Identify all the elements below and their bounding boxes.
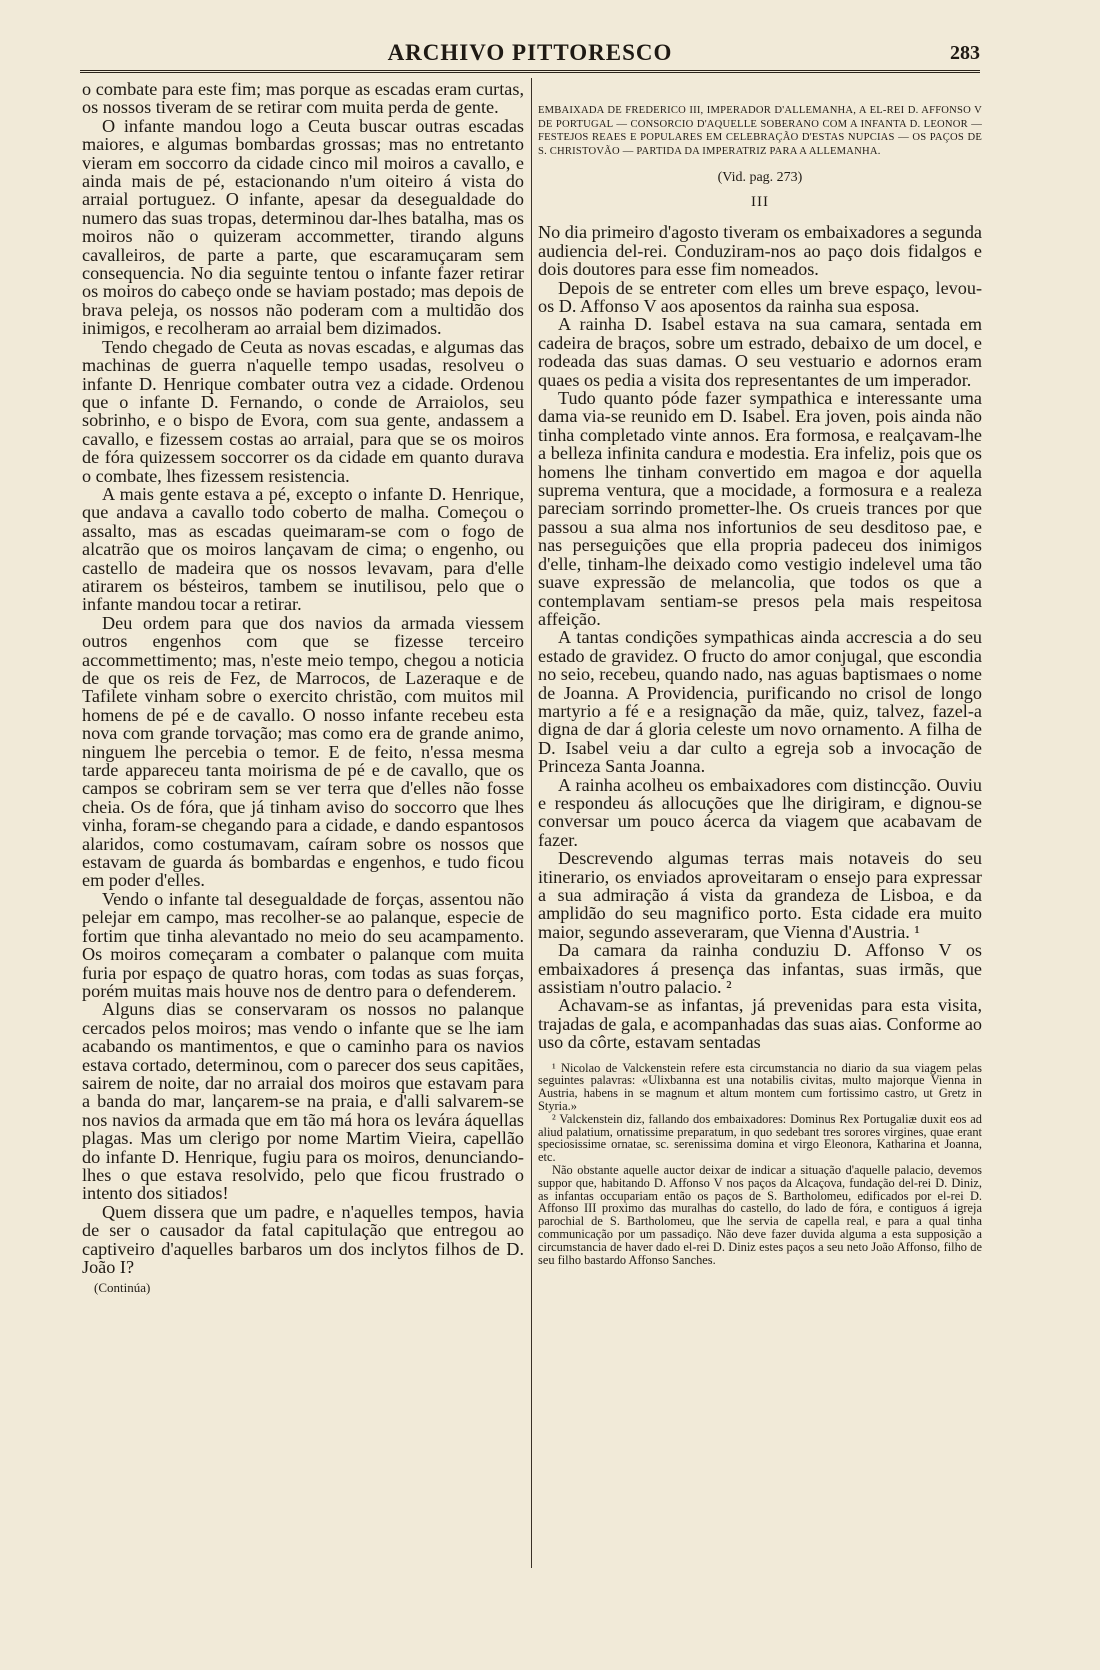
article-heading: EMBAIXADA DE FREDERICO III, IMPERADOR D'ALLEMANHA, A EL-REI D. AFFONSO V DE PORTUGAL — CONSORCIO D'AQUELLE SOBERANO COM A INFANTA D. LEONOR — FESTEJOS REAES E POPULARES EM CELEBRAÇÃO D'ESTAS NUPCIAS — OS PAÇOS DE S. CHRISTOVÃO — PARTIDA DA IMPERATRIZ PARA A ALLEMANHA. <box>538 105 982 157</box>
page-header <box>80 40 980 70</box>
paragraph: Achavam-se as infantas, já prevenidas para esta visita, trajadas de gala, e acompanhadas das suas aias. Conforme ao uso da côrte, estavam sentadas <box>538 995 982 1053</box>
column-divider <box>531 78 532 1568</box>
paragraph: Da camara da rainha conduziu D. Affonso V os embaixadores á presença das infantas, suas irmãs, que assistiam n'outro palacio. ² <box>538 940 982 998</box>
footnote: Não obstante aquelle auctor deixar de indicar a situação d'aquelle palacio, devemos suppor que, habitando D. Affonso V nos paços da Alcaçova, fundação del-rei D. Diniz, as infantas occupariam então os paços de S. Bartholomeu, edificados por el-rei D. Affonso III proximo das muralhas do castello, do lado de fóra, e contiguos á igreja parochial de S. Bartholomeu, que lhe servia de capella real, e para a qual tinha communicação por um passadiço. Não deve fazer duvida alguma a esta supposição a circumstancia de haver dado el-rei D. Diniz estes paços a seu neto João Affonso, filho de seu filho bastardo Affonso Sanches. <box>538 1163 982 1267</box>
paragraph: Quem dissera que um padre, e n'aquelles tempos, havia de ser o causador da fatal capitulação que entregou ao captiveiro d'aquelles barbaros um dos inclytos filhos de D. João I? <box>82 1201 524 1277</box>
footnotes <box>538 1062 982 1267</box>
paragraph: Tudo quanto póde fazer sympathica e interessante uma dama via-se reunido em D. Isabel. Era joven, pois ainda não tinha completado vinte annos. Era formosa, e realçavam-lhe a belleza infinita candura e modestia. Era infeliz, pois que os homens lhe tinham convertido em magoa e dor aquella suprema ventura, que a mocidade, a formosura e a realeza pareciam sorrindo prometter-lhe. Os crueis trances por que passou a sua alma nos infortunios de seu desditoso pae, e nas perseguições que ella propria padeceu dos inimigos d'elle, tinham-lhe deixado como vestigio indelevel uma tão suave expressão de melancolia, que todos os que a contemplavam sentiam-se presos pela mais respeitosa affeição. <box>538 388 982 629</box>
continued-note: (Continúa) <box>94 1280 151 1296</box>
paragraph: Deu ordem para que dos navios da armada viessem outros engenhos com que se fizesse terceiro accommettimento; mas, n'este meio tempo, chegou a noticia de que os reis de Fez, de Marrocos, de Lazeraque e de Tafilete vinham sobre o exercito christão, com muitos mil homens de pé e de cavallo. O nosso infante recebeu esta nova com grande torvação; mas como era de grande animo, ninguem lhe percebia o temor. E de feito, n'essa mesma tarde appareceu tanta moirisma de pé e de cavallo, que os campos se cobriram sem se ver terra que d'elles não fosse cheia. Os de fóra, que já tinham aviso do soccorro que lhes vinha, foram-se chegando para a cidade, e dando espantosos alaridos, como costumavam, caíram sobre os nossos que estavam de guarda ás bombardas e engenhos, e tudo ficou em poder d'elles. <box>82 612 524 891</box>
paragraph: A mais gente estava a pé, excepto o infante D. Henrique, que andava a cavallo todo coberto de malha. Começou o assalto, mas as escadas queimaram-se com o fogo de alcatrão que os moiros lançavam de cima; o engenho, ou castello de madeira que os nossos levavam, para d'elle atirarem os bésteiros, tambem se inutilisou, pelo que o infante mandou tocar a retirar. <box>82 483 524 615</box>
paragraph: No dia primeiro d'agosto tiveram os embaixadores a segunda audiencia del-rei. Conduziram-nos ao paço dois fidalgos e dois doutores para esse fim nomeados. <box>538 222 982 280</box>
paragraph: Vendo o infante tal desegualdade de forças, assentou não pelejar em campo, mas recolher-se ao palanque, especie de fortim que tinha alevantado no meio do seu acampamento. Os moiros começaram a combater o palanque com muita furia por espaço de quatro horas, com todas as suas forças, porém muitas mais houve nos de dentro para o defenderem. <box>82 888 524 1001</box>
paragraph: o combate para este fim; mas porque as escadas eram curtas, os nossos tiveram de se retirar com muita perda de gente. <box>82 79 524 118</box>
section-number: III <box>751 194 769 211</box>
paragraph: Depois de se entreter com elles um breve espaço, levou-os D. Affonso V aos aposentos da rainha sua esposa. <box>538 277 982 316</box>
paragraph: Alguns dias se conservaram os nossos no palanque cercados pelos moiros; mas vendo o infante que se lhe iam acabando os mantimentos, e que o caminho para os navios estava cortado, determinou, com o parecer dos seus capitães, sairem de noite, dar no arraial dos moiros que estavam para a banda do mar, lançarem-se na praia, e d'alli salvarem-se nos navios da armada que em tão má hora os levára áquellas plagas. Mas um clerigo por nome Martim Vieira, capellão do infante D. Henrique, fugiu para os moiros, denunciando-lhes o que estava resolvido, pelo que ficou frustrado o intento dos sitiados! <box>82 999 524 1204</box>
paragraph: A rainha acolheu os embaixadores com distincção. Ouviu e respondeu ás allocuções que lhe dirigiram, e dignou-se conversar um pouco ácerca da viagem que acabavam de fazer. <box>538 774 982 850</box>
paragraph: O infante mandou logo a Ceuta buscar outras escadas maiores, e algumas bombardas grossas; mas no entretanto vieram em soccorro da cidade cinco mil moiros a cavallo, e ainda mais de pé, estacionando n'um oiteiro á vista do arraial portuguez. O infante, apesar da desegualdade do numero das suas tropas, determinou dar-lhes batalha, mas os moiros não o quizeram accommetter, tirando alguns cavalleiros, de parte a parte, que escaramuçaram sem consequencia. No dia seguinte tentou o infante fazer retirar os moiros do cabeço onde se haviam postado; mas depois de brava peleja, os nossos não poderam com a multidão dos inimigos, e recolheram ao arraial bem dizimados. <box>82 115 524 339</box>
footnote: ¹ Nicolao de Valckenstein refere esta circumstancia no diario da sua viagem pelas seguintes palavras: «Ulixbanna est una notabilis civitas, multo majorque Vienna in Austria, habens in se magnum et altum montem cum fortissimo castro, ut Gretz in Styria.» <box>538 1060 982 1114</box>
right-column <box>538 80 982 1650</box>
publication-title: ARCHIVO PITTORESCO <box>387 40 673 65</box>
left-column <box>82 80 524 1650</box>
header-rule <box>80 70 980 73</box>
paragraph: A rainha D. Isabel estava na sua camara, sentada em cadeira de braços, sobre um estrado, debaixo de um docel, e rodeada das suas damas. O seu vestuario e adornos eram quaes os pedia a visita dos representantes de um imperador. <box>538 314 982 390</box>
paragraph: Tendo chegado de Ceuta as novas escadas, e algumas das machinas de guerra n'aquelle tempo usadas, resolveu o infante D. Henrique combater outra vez a cidade. Ordenou que o infante D. Fernando, o conde de Arraiolos, seu sobrinho, e o bispo de Evora, com sua gente, andassem a cavallo, e fizessem costas ao arraial, para que se os moiros de fóra quizessem soccorrer os da cidade em quanto durava o combate, lhes fizessem resistencia. <box>82 336 524 486</box>
paragraph: Descrevendo algumas terras mais notaveis do seu itinerario, os enviados aproveitaram o ensejo para expressar a sua admiração á vista da grandeza de Lisboa, e da amplidão do seu magnifico porto. Esta cidade era muito maior, segundo asseveraram, que Vienna d'Austria. ¹ <box>538 848 982 942</box>
footnote: ² Valckenstein diz, fallando dos embaixadores: Dominus Rex Portugaliæ duxit eos ad aliud palatium, ornatissime preparatum, in quo sedebant tres sorores virgines, quae erant speciosissime ornatae, sc. serenissima domina et virgo Eleonora, Katharina et Joanna, etc. <box>538 1111 982 1165</box>
page-number: 283 <box>950 42 980 64</box>
paragraph: A tantas condições sympathicas ainda accrescia a do seu estado de gravidez. O fructo do amor conjugal, que escondia no seio, recebeu, quando nado, nas aguas baptismaes o nome de Joanna. A Providencia, purificando no crisol de longo martyrio a fé e a resignação da mãe, quiz, talvez, fazel-a digna de dar á gloria celeste um novo ornamento. A filha de D. Isabel veiu a dar culto a egreja sob a invocação de Princeza Santa Joanna. <box>538 627 982 777</box>
page-reference: (Vid. pag. 273) <box>717 170 803 186</box>
